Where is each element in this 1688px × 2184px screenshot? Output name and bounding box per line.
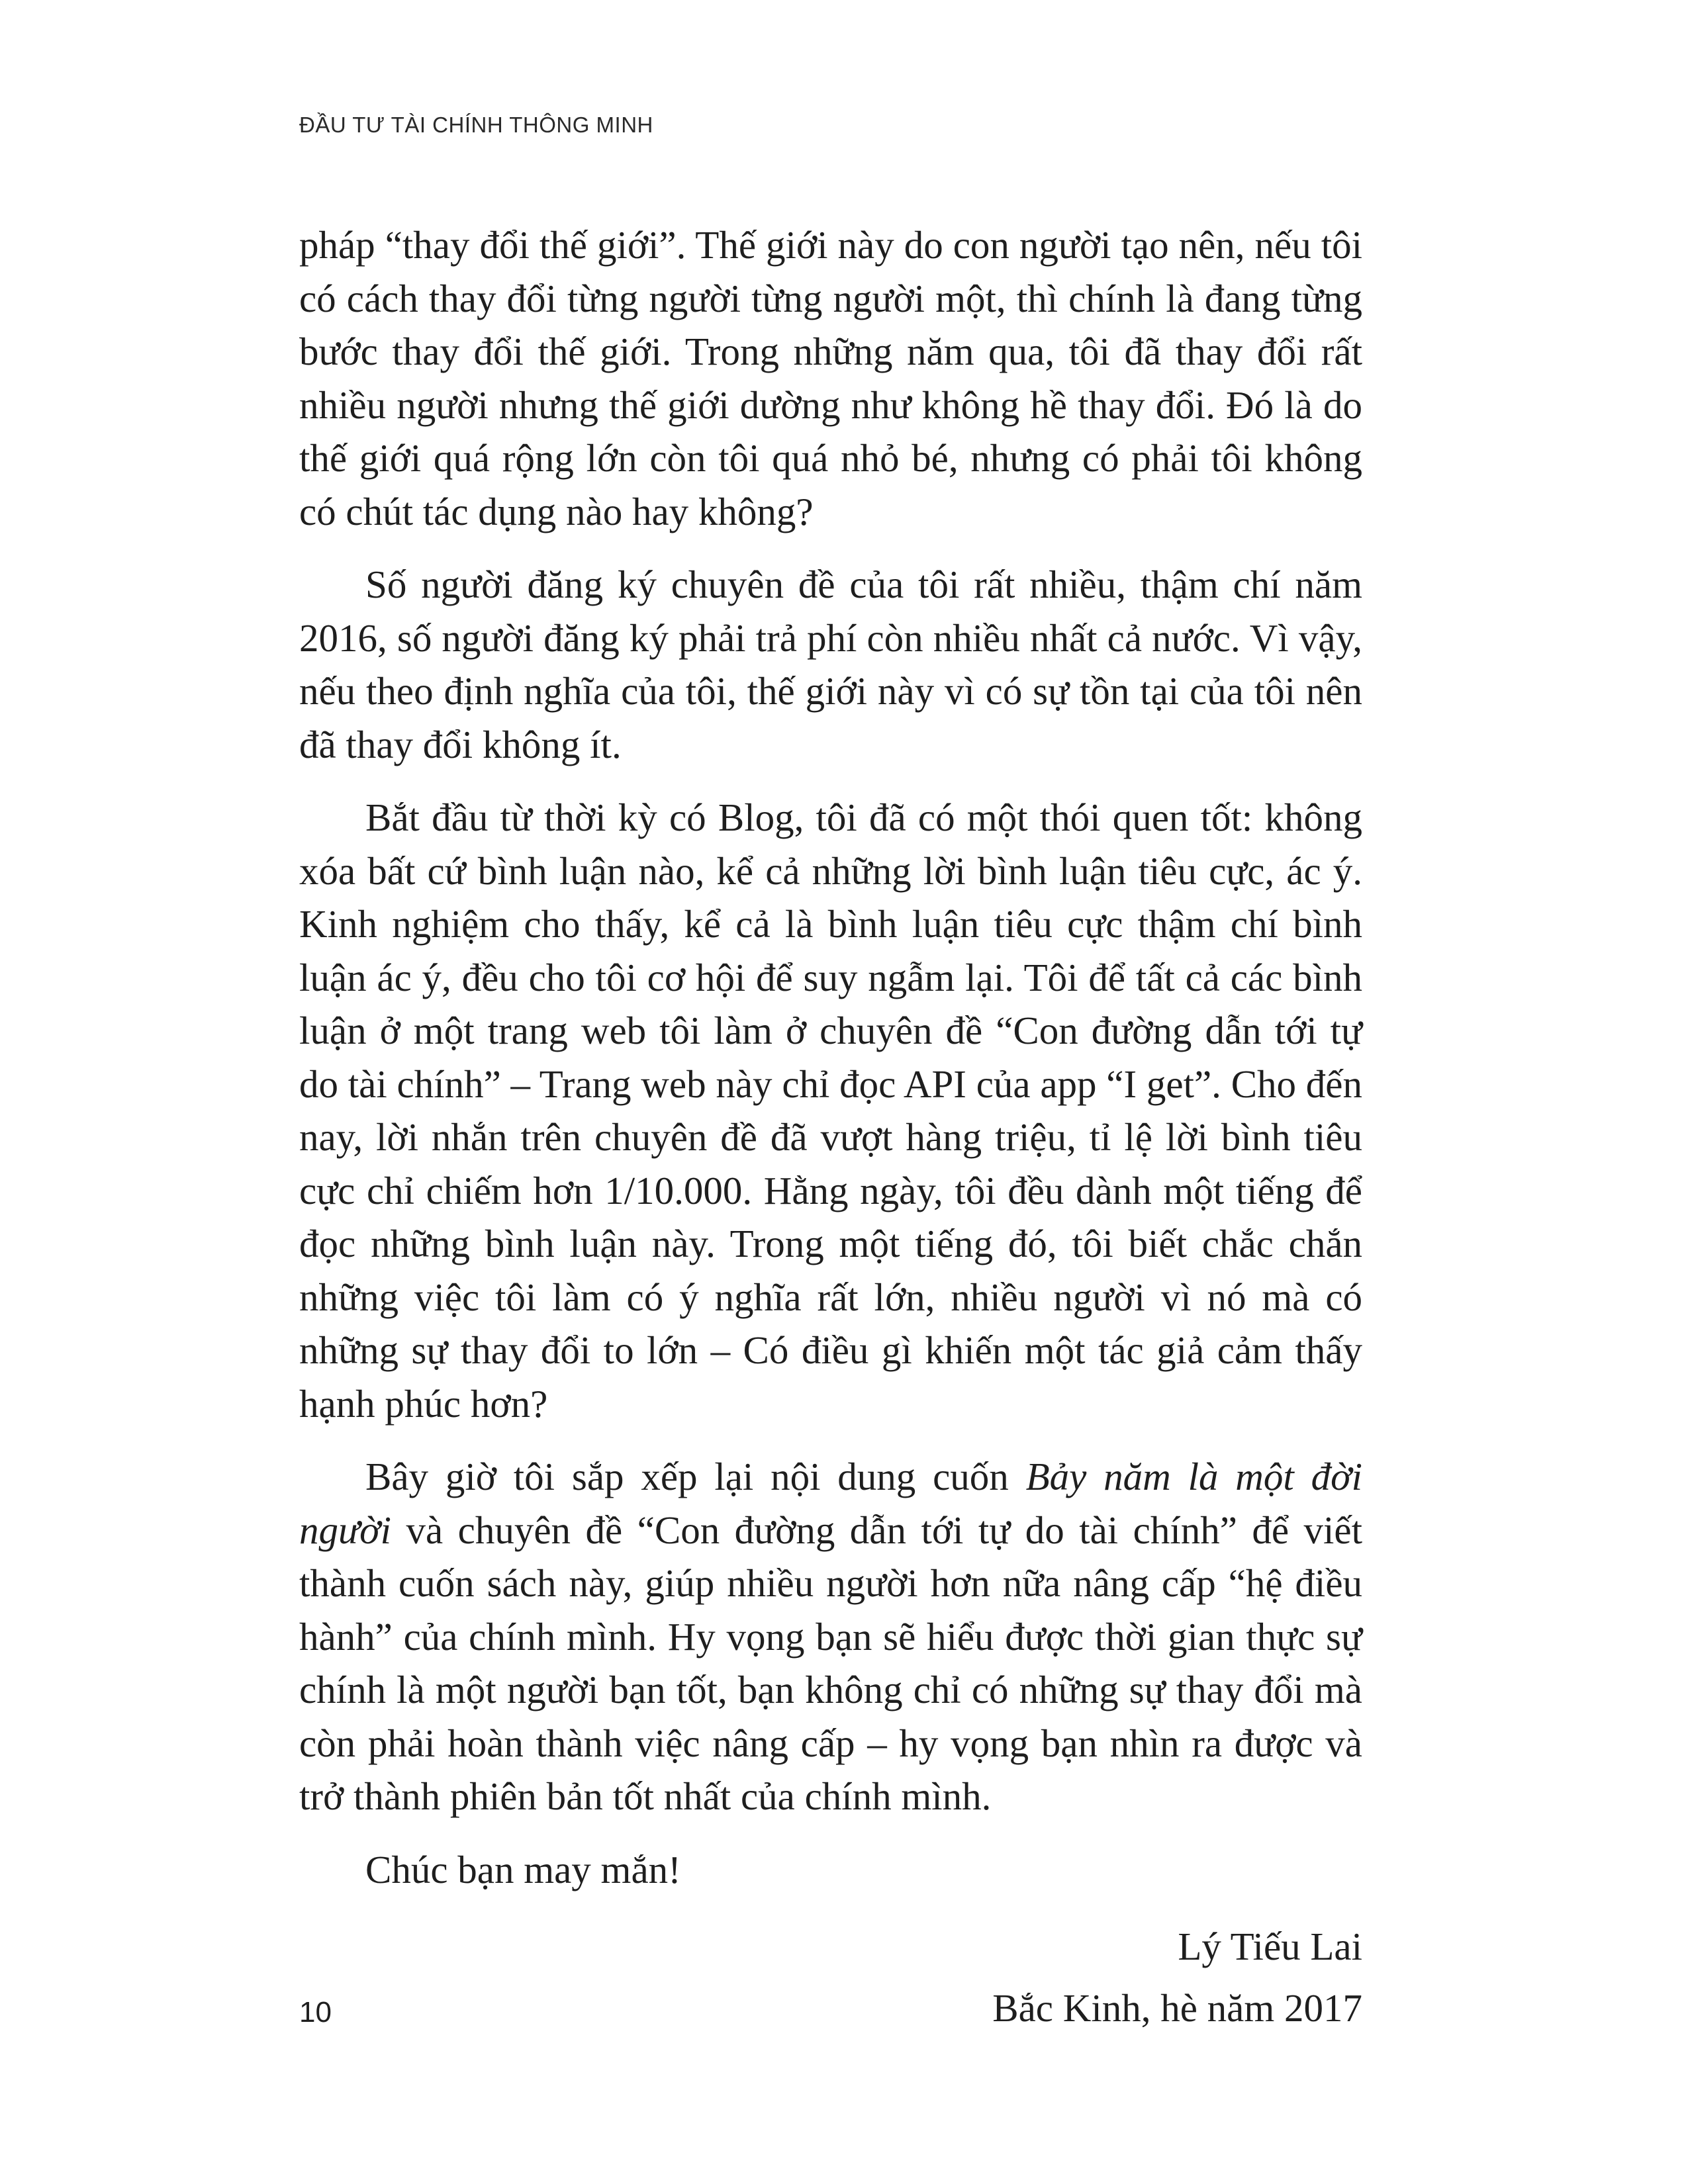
running-header: ĐẦU TƯ TÀI CHÍNH THÔNG MINH [299,113,653,137]
paragraph-4-after: và chuyên đề “Con đường dẫn tới tự do tài chính” để viết thành cuốn sách này, giúp nhiều người hơn nữa nâng cấp “hệ điều hành” của chính mình. Hy vọng bạn sẽ hiểu được thời gian thực sự chính là một người bạn tốt, bạn không chỉ có những sự thay đổi mà còn phải hoàn thành việc nâng cấp – hy vọng bạn nhìn ra được và trở thành phiên bản tốt nhất của chính mình. [299,1508,1362,1818]
closing-line: Chúc bạn may mắn! [365,1847,681,1891]
author-name: Lý Tiếu Lai [1178,1925,1362,1968]
paragraph-4 [299,1450,1362,1823]
paragraph-2: Số người đăng ký chuyên đề của tôi rất nhiều, thậm chí năm 2016, số người đăng ký phải trả phí còn nhiều nhất cả nước. Vì vậy, nếu theo định nghĩa của tôi, thế giới này vì có sự tồn tại của tôi nên đã thay đổi không ít. [299,563,1362,766]
paragraph-4-before: Bây giờ tôi sắp xếp lại nội dung cuốn [365,1455,1026,1498]
body-text [299,218,1362,2039]
signature [299,1916,1362,2039]
page-number: 10 [299,1996,332,2028]
place-date: Bắc Kinh, hè năm 2017 [992,1986,1362,2030]
paragraph-3: Bắt đầu từ thời kỳ có Blog, tôi đã có một thói quen tốt: không xóa bất cứ bình luận nào, kể cả những lời bình luận tiêu cực, ác ý. Kinh nghiệm cho thấy, kể cả là bình luận tiêu cực thậm chí bình luận ác ý, đều cho tôi cơ hội để suy ngẫm lại. Tôi để tất cả các bình luận ở một trang web tôi làm ở chuyên đề “Con đường dẫn tới tự do tài chính” – Trang web này chỉ đọc API của app “I get”. Cho đến nay, lời nhắn trên chuyên đề đã vượt hàng triệu, tỉ lệ lời bình tiêu cực chỉ chiếm hơn 1/10.000. Hằng ngày, tôi đều dành một tiếng để đọc những bình luận này. Trong một tiếng đó, tôi biết chắc chắn những việc tôi làm có ý nghĩa rất lớn, nhiều người vì nó mà có những sự thay đổi to lớn – Có điều gì khiến một tác giả cảm thấy hạnh phúc hơn? [299,796,1362,1426]
book-title: Bảy năm là một đời người [299,1455,1362,1552]
paragraph-1: pháp “thay đổi thế giới”. Thế giới này do con người tạo nên, nếu tôi có cách thay đổi từng người từng người một, thì chính là đang từng bước thay đổi thế giới. Trong những năm qua, tôi đã thay đổi rất nhiều người nhưng thế giới dường như không hề thay đổi. Đó là do thế giới quá rộng lớn còn tôi quá nhỏ bé, nhưng có phải tôi không có chút tác dụng nào hay không? [299,223,1362,533]
